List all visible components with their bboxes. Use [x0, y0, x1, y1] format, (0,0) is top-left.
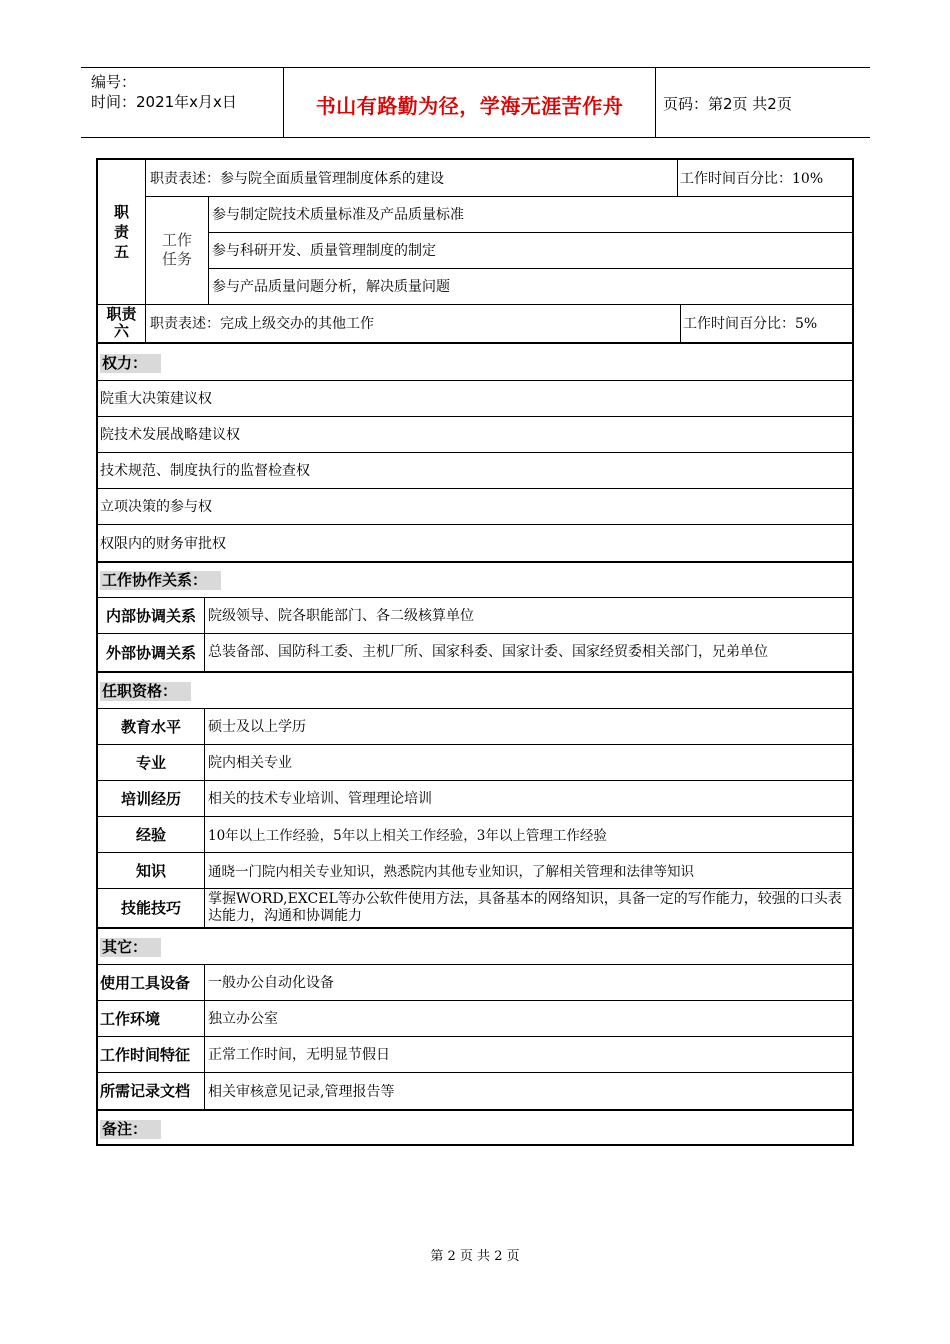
duty5-task: 参与制定院技术质量标准及产品质量标准: [212, 207, 464, 223]
other-value: 相关审核意见记录,管理报告等: [208, 1083, 395, 1100]
duty5-task: 参与产品质量问题分析，解决质量问题: [212, 279, 450, 295]
duty5-task: 参与科研开发、质量管理制度的制定: [212, 243, 436, 259]
header-motto: 书山有路勤为径，学海无涯苦作舟: [315, 94, 624, 118]
other-value: 一般办公自动化设备: [208, 975, 334, 991]
authority-item: 技术规范、制度执行的监督检查权: [100, 463, 310, 479]
qualification-label: 技能技巧: [120, 899, 181, 917]
qualification-label: 专业: [135, 753, 166, 772]
qualification-value: 院内相关专业: [208, 755, 292, 771]
other-value: 正常工作时间，无明显节假日: [208, 1047, 390, 1063]
qualification-label: 经验: [135, 825, 166, 844]
other-label: 工作环境: [100, 1009, 161, 1028]
qualification-value: 通晓一门院内相关专业知识，熟悉院内其他专业知识，了解相关管理和法律等知识: [208, 864, 694, 880]
other-title: 其它：: [100, 938, 161, 957]
header-meta: [91, 72, 237, 112]
remarks-title: 备注：: [100, 1120, 161, 1139]
authority-item: 院技术发展战略建议权: [100, 427, 240, 443]
date-label: 时间：2021年x月x日: [91, 93, 237, 111]
other-value: 独立办公室: [208, 1011, 278, 1027]
authority-item: 权限内的财务审批权: [100, 535, 226, 552]
header-divider: [655, 68, 656, 137]
duty5-time-percent: 工作时间百分比：10%: [680, 171, 824, 187]
relations-title: 工作协作关系：: [100, 571, 221, 590]
page-footer: 第 2 页 共 2 页: [430, 1249, 520, 1264]
qualification-value: 硕士及以上学历: [208, 719, 306, 735]
qualification-value: 掌握WORD,EXCEL等办公软件使用方法，具备基本的网络知识，具备一定的写作能力，较强的口头表达能力，沟通和协调能力: [208, 890, 842, 924]
other-label: 工作时间特征: [100, 1045, 191, 1064]
qualification-label: 培训经历: [120, 789, 181, 808]
duty5-description: 职责表述：参与院全面质量管理制度体系的建设: [150, 171, 444, 187]
authority-item: 院重大决策建议权: [100, 391, 212, 407]
other-label: 使用工具设备: [100, 973, 191, 992]
duty6-time-percent: 工作时间百分比：5%: [683, 316, 818, 332]
header-page-info: 页码：第2页 共2页: [663, 95, 792, 113]
qualification-label: 知识: [135, 861, 166, 880]
external-relations-label: 外部协调关系: [105, 643, 196, 662]
duty6-description: 职责表述：完成上级交办的其他工作: [150, 316, 374, 332]
qualification-value: 相关的技术专业培训、管理理论培训: [208, 791, 432, 807]
authority-item: 立项决策的参与权: [100, 499, 212, 515]
duty5-label: 职责五: [113, 203, 129, 261]
duty6-label: 职责六: [106, 305, 137, 340]
qualification-label: 教育水平: [120, 717, 181, 736]
other-label: 所需记录文档: [100, 1082, 191, 1100]
serial-label: 编号：: [91, 73, 137, 91]
duty5-task-label: 工作任务: [161, 231, 192, 268]
qualification-value: 10年以上工作经验，5年以上相关工作经验，3年以上管理工作经验: [208, 828, 607, 844]
job-description-table: [96, 158, 854, 1146]
qualifications-title: 任职资格：: [100, 682, 191, 701]
internal-relations-label: 内部协调关系: [105, 606, 196, 625]
authority-title: 权力：: [100, 354, 161, 373]
page-header: [81, 67, 870, 138]
external-relations-value: 总装备部、国防科工委、主机厂所、国家科委、国家计委、国家经贸委相关部门，兄弟单位: [208, 643, 768, 660]
internal-relations-value: 院级领导、院各职能部门、各二级核算单位: [208, 608, 474, 624]
